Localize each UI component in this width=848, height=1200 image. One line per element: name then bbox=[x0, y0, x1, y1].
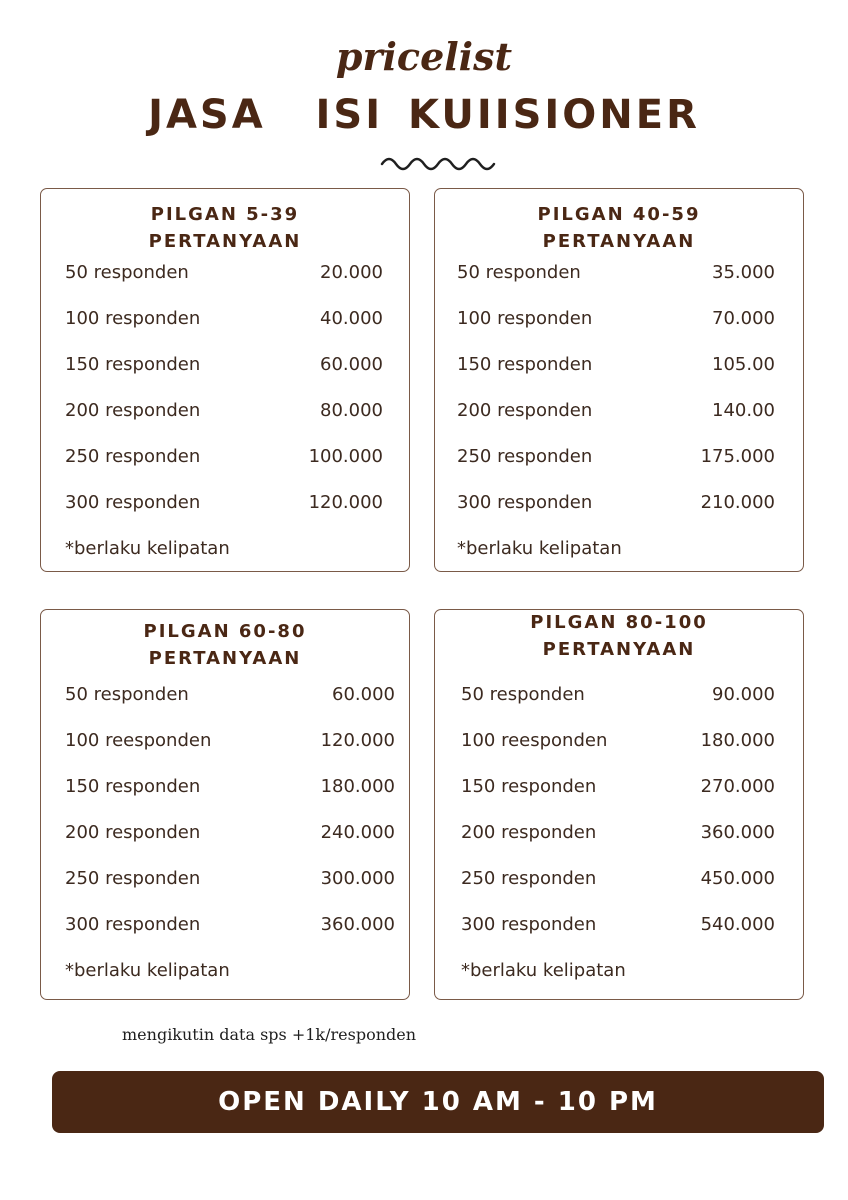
price-value: 540.000 bbox=[700, 914, 775, 935]
responden-label: 200 responden bbox=[457, 400, 593, 421]
multiple-note: *berlaku kelipatan bbox=[461, 960, 626, 981]
responden-label: 150 responden bbox=[461, 776, 597, 797]
price-value: 180.000 bbox=[320, 776, 395, 797]
price-value: 175.000 bbox=[700, 446, 775, 467]
responden-label: 50 responden bbox=[65, 262, 189, 283]
page-title: JASA ISI KUIISIONER bbox=[148, 92, 700, 138]
price-value: 100.000 bbox=[308, 446, 383, 467]
responden-label: 250 responden bbox=[65, 868, 201, 889]
price-value: 60.000 bbox=[332, 684, 395, 705]
price-value: 40.000 bbox=[320, 308, 383, 329]
responden-label: 300 responden bbox=[457, 492, 593, 513]
responden-label: 100 responden bbox=[65, 308, 201, 329]
price-value: 20.000 bbox=[320, 262, 383, 283]
responden-label: 200 responden bbox=[461, 822, 597, 843]
price-value: 120.000 bbox=[320, 730, 395, 751]
price-value: 105.00 bbox=[712, 354, 775, 375]
responden-label: 250 responden bbox=[461, 868, 597, 889]
price-card-pilgan-60-80 bbox=[40, 609, 410, 1000]
price-value: 360.000 bbox=[700, 822, 775, 843]
responden-label: 200 responden bbox=[65, 400, 201, 421]
responden-label: 50 responden bbox=[65, 684, 189, 705]
responden-label: 300 responden bbox=[65, 914, 201, 935]
responden-label: 100 reesponden bbox=[65, 730, 212, 751]
price-card-pilgan-40-59 bbox=[434, 188, 804, 572]
multiple-note: *berlaku kelipatan bbox=[65, 538, 230, 559]
price-value: 120.000 bbox=[308, 492, 383, 513]
price-value: 180.000 bbox=[700, 730, 775, 751]
price-value: 270.000 bbox=[700, 776, 775, 797]
multiple-note: *berlaku kelipatan bbox=[65, 960, 230, 981]
card-title-line2: PERTANYAAN bbox=[148, 231, 302, 252]
price-value: 210.000 bbox=[700, 492, 775, 513]
price-value: 240.000 bbox=[320, 822, 395, 843]
responden-label: 250 responden bbox=[457, 446, 593, 467]
responden-label: 300 responden bbox=[461, 914, 597, 935]
card-title-line1: PILGAN 5-39 bbox=[150, 204, 300, 225]
wave-divider-icon bbox=[380, 150, 496, 176]
card-title-line1: PILGAN 80-100 bbox=[530, 612, 708, 633]
price-value: 300.000 bbox=[320, 868, 395, 889]
price-value: 90.000 bbox=[712, 684, 775, 705]
card-title-line2: PERTANYAAN bbox=[542, 231, 696, 252]
responden-label: 50 responden bbox=[457, 262, 581, 283]
opening-hours-banner bbox=[52, 1071, 824, 1133]
price-value: 60.000 bbox=[320, 354, 383, 375]
opening-hours-text: OPEN DAILY 10 AM - 10 PM bbox=[218, 1087, 658, 1117]
price-card-pilgan-5-39 bbox=[40, 188, 410, 572]
responden-label: 150 responden bbox=[65, 354, 201, 375]
price-value: 80.000 bbox=[320, 400, 383, 421]
responden-label: 300 responden bbox=[65, 492, 201, 513]
card-title-line1: PILGAN 40-59 bbox=[537, 204, 701, 225]
card-title-line2: PERTANYAAN bbox=[542, 639, 696, 660]
card-title-line1: PILGAN 60-80 bbox=[143, 621, 307, 642]
pricelist-script-heading: pricelist bbox=[335, 34, 513, 79]
price-value: 70.000 bbox=[712, 308, 775, 329]
card-title-line2: PERTANYAAN bbox=[148, 648, 302, 669]
responden-label: 100 responden bbox=[457, 308, 593, 329]
responden-label: 200 responden bbox=[65, 822, 201, 843]
responden-label: 150 responden bbox=[457, 354, 593, 375]
price-card-pilgan-80-100 bbox=[434, 609, 804, 1000]
responden-label: 250 responden bbox=[65, 446, 201, 467]
responden-label: 50 responden bbox=[461, 684, 585, 705]
sps-surcharge-note: mengikutin data sps +1k/responden bbox=[122, 1025, 417, 1044]
responden-label: 150 responden bbox=[65, 776, 201, 797]
price-value: 140.00 bbox=[712, 400, 775, 421]
price-value: 450.000 bbox=[700, 868, 775, 889]
price-value: 35.000 bbox=[712, 262, 775, 283]
responden-label: 100 reesponden bbox=[461, 730, 608, 751]
multiple-note: *berlaku kelipatan bbox=[457, 538, 622, 559]
price-value: 360.000 bbox=[320, 914, 395, 935]
